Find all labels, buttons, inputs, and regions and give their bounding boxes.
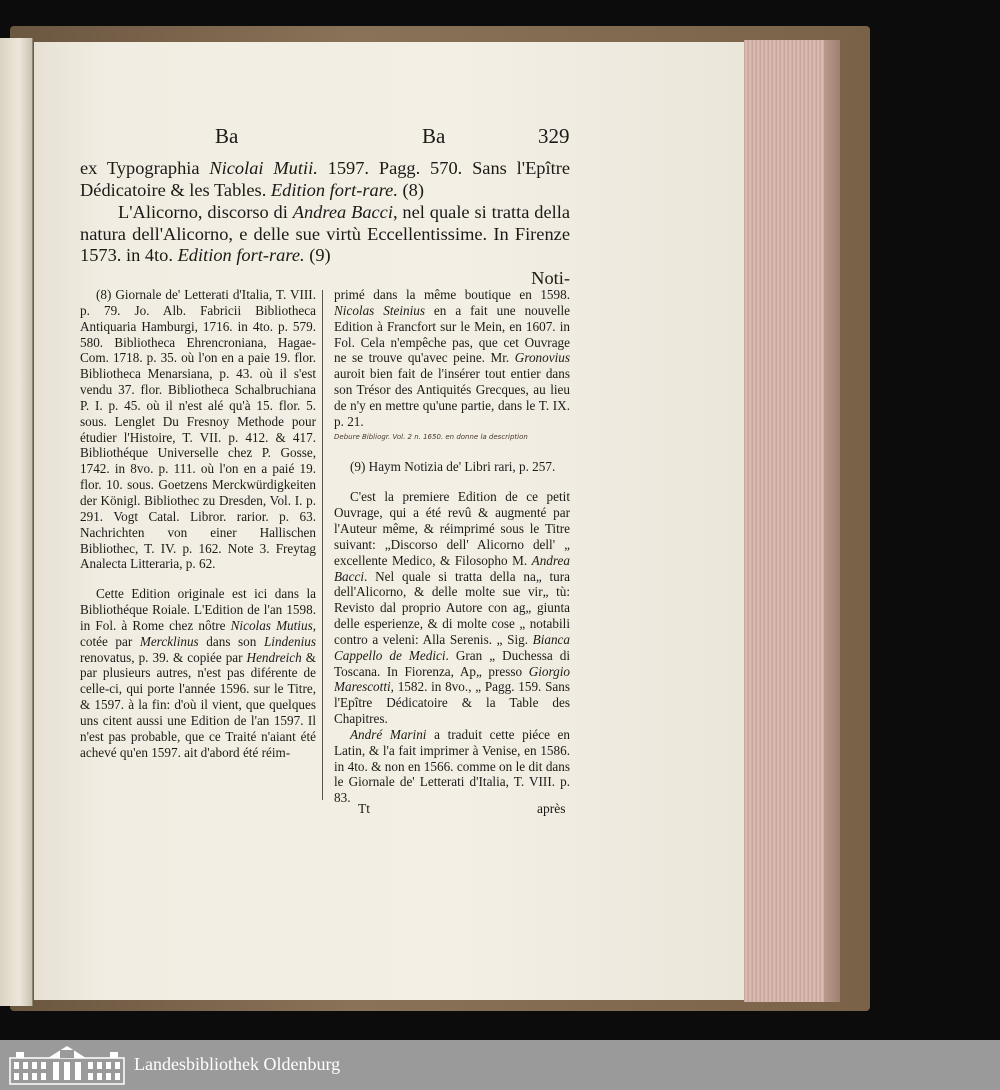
library-building-icon — [8, 1044, 126, 1086]
right-paragraph-3: André Marini a traduit cette piéce en Latin, & l'a fait imprimer à Venise, en 1586. in 4to. & non en 1566. comme on le dit dans le Giornale de' Letterati d'Italia, T. VIII. p. 83. — [334, 726, 570, 806]
main-paragraph-1: ex Typographia Nicolai Mutii. 1597. Pagg. 570. Sans l'Epître Dédicatoire & les Tables. Edition fort-rare. (8) — [80, 158, 570, 200]
right-column — [334, 287, 570, 806]
main-text — [80, 158, 570, 290]
signature-mark: Tt — [358, 801, 370, 816]
left-page — [0, 38, 33, 1006]
running-head-center: Ba — [422, 124, 446, 148]
right-paragraph-1: primé dans la même boutique en 1598. Nicolas Steinius en a fait une nouvelle Edition à Francfort sur le Mein, en 1607. in Fol. Cela n'empêche pas, que cet Ouvrage ne se trouve qu'avec peine. Mr. Gronovius auroit bien fait de l'insérer tout entier dans son Trésor des Antiquités Grecques, au lieu de n'y en mettre qu'une partie, dans le T. IX. p. 21. — [334, 287, 570, 429]
cover-edge — [824, 40, 840, 1002]
catchword-top: Noti- — [531, 267, 570, 288]
right-paragraph-2: C'est la premiere Edition de ce petit Ouvrage, qui a été revû & augmenté par l'Auteur même, & réimprimé sous le Titre suivant: „Discorso dell' Alicorno dell' „ excellente Medico, & Filosopho M. Andrea Bacci. Nel quale si tratta della na„ tura dell'Alicorno, & delle molte sue vir„ tù: Revisto dal proprio Autore con ag„ giunta delle esperienze, & di molte cose „ notabili contro a veleni: Alla Serenis. „ Sig. Bianca Cappello de Medici. Gran „ Duchessa di Toscana. In Fiorenza, Ap„ presso Giorgio Marescotti, 1582. in 8vo., „ Pagg. 159. Sans l'Epître Dédicatoire & la Table des Chapitres. — [334, 489, 570, 727]
left-paragraph-2: Cette Edition originale est ici dans la Bibliothéque Roiale. L'Edition de l'an 1598. in Fol. à Rome chez nôtre Nicolas Mutius, cotée par Mercklinus dans son Lindenius renovatus, p. 39. & copiée par Hendreich & par plusieurs autres, n'est pas diférente de celle-ci, qui porte l'année 1596. sur le Titre, & 1597. à la fin: d'où il vient, que quelques uns citent aussi une Edition de l'an 1597. Il n'est pas probable, que ce Traité n'aiant été achevé qu'en 1597. ait d'abord été réim- — [80, 586, 316, 760]
footnote-8: (8) Giornale de' Letterati d'Italia, T. VIII. p. 79. Jo. Alb. Fabricii Bibliotheca Antiquaria Hamburgi, 1716. in 4to. p. 579. 580. Bibliotheca Ehrencroniana, Hagae-Com. 1718. p. 35. où l'on en a paie 19. flor. Bibliotheca Menarsiana, p. 43. où il s'est vendu 37. flor. Bibliotheca Schalbruchiana P. I. p. 45. où il n'est alé qu'à 15. flor. 5. sous. Lenglet Du Fresnoy Methode pour étudier l'Histoire, T. VII. p. 412. & 417. Bibliothéque Universelle chez P. Gosse, 1742. in 8vo. p. 111. où l'on en a paié 19. flor. 10. sous. Goetzens Merckwürdigkeiten der Königl. Bibliothec zu Dresden, Vol. I. p. 291. Vogt Catal. Libror. rarior. p. 63. Nachrichten von einer Hallischen Bibliothec, T. IV. p. 162. Note 3. Freytag Analecta Litteraria, p. 62. — [80, 287, 316, 572]
left-column — [80, 287, 316, 760]
main-paragraph-2: L'Alicorno, discorso di Andrea Bacci, nel quale si tratta della natura dell'Alicorno, e delle sue virtù Eccellentissime. In Firenze 1573. in 4to. Edition fort-rare. (9) — [80, 202, 570, 266]
running-head-left: Ba — [215, 124, 239, 148]
page-edges — [744, 40, 824, 1002]
library-name: Landesbibliothek Oldenburg — [134, 1054, 341, 1074]
column-rule — [322, 290, 323, 800]
catchword-bottom: après — [537, 801, 566, 816]
page-number: 329 — [538, 124, 570, 148]
library-bar — [0, 1040, 1000, 1090]
footnote-9: (9) Haym Notizia de' Libri rari, p. 257. — [350, 459, 556, 475]
handwritten-annotation: Debure Bibliogr. Vol. 2 n. 1650. en donne la description — [334, 432, 528, 441]
